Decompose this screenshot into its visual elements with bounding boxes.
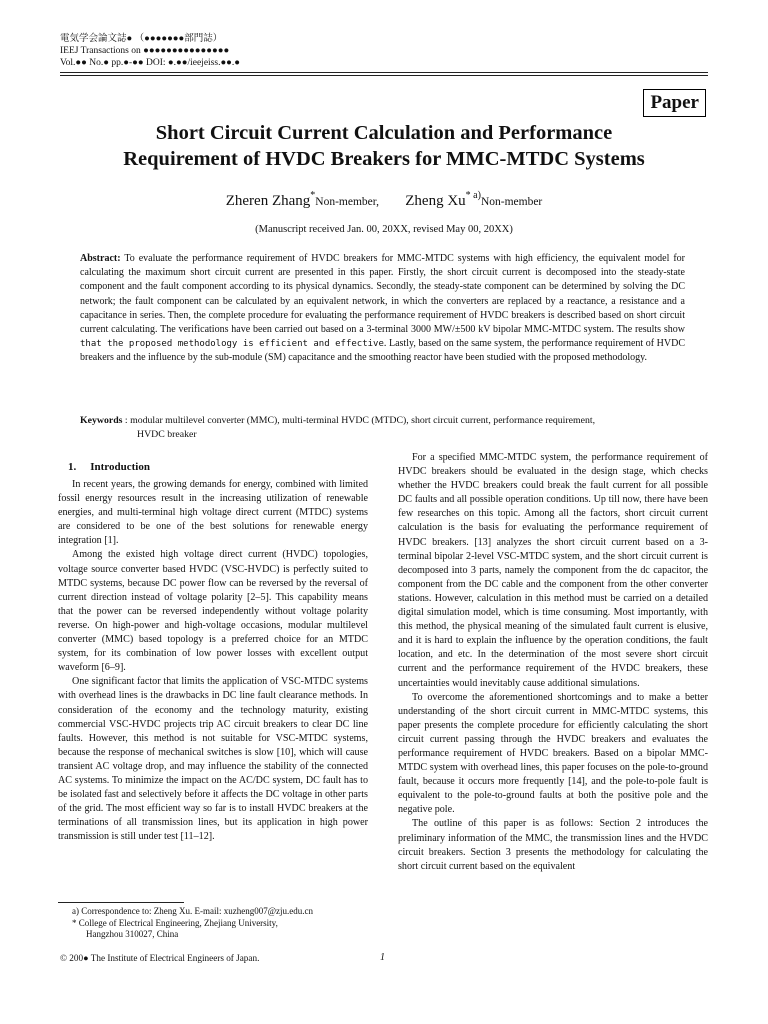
journal-name-en: IEEJ Transactions on ●●●●●●●●●●●●●●● [60,46,230,56]
footnote-affiliation: * College of Electrical Engineering, Zhejiang University, [72,917,278,928]
abstract [80,252,685,366]
footnote-correspondence: a) Correspondence to: Zheng Xu. E-mail: xuzheng007@zju.edu.cn [72,906,313,916]
right-paragraph: The outline of this paper is as follows: Section 2 introduces the preliminary information of the MMC, the transmission lines and the HVDC circuit breakers. Section 3 presents the methodology for calculating the short circuit current based on the equivalent [398,818,708,872]
page-number: 1 [380,952,385,963]
author-1-membership: Non-member, [315,196,379,208]
footnote-rule [58,902,184,903]
volume-info: Vol.●● No.● pp.●-●● DOI: ●.●●/ieejeiss.●●.● [60,58,241,68]
right-column [398,451,708,874]
author-2-mark: * a) [465,190,481,201]
journal-name-jp: 電気学会論文誌● （●●●●●●●部門誌） [60,34,223,44]
right-paragraph: For a specified MMC-MTDC system, the performance requirement of HVDC breakers should be evaluated in the design stage, which checks whether the HVDC breakers could break the fault current for all possible DC faults and all possible operation conditions. Up till now, there have been few researches on this topic. Among all the factors, short circuit current calculation is the basis for evaluating the performance requirement of HVDC breakers. [13] analyzes the short circuit current based on a 3-terminal bipolar 2-level VSC-MTDC system, and the short circuit current is decomposed into 3 parts, namely the component from the dc capacitor, the component from the DC cable and the component from the other converter stations. However, calculation in this method must be carried on a detailed digital simulation model, which is time consuming. Most importantly, with this method, the physical meaning of the simulated fault current is elusive, and it is hard to explain the influence by the operation conditions, the fault location, and etc. In the determination of the most severe short circuit current and the performance requirement of the HVDC breakers, these uncertainties would inevitably cause additional simulations. [398,452,708,689]
header-rule [60,72,708,73]
paper-type-label: Paper [643,89,706,117]
left-paragraph: One significant factor that limits the application of VSC-MTDC systems with overhead lines is the drawbacks in DC line fault clearance methods. In consideration of the economy and the technology maturity, existing commercial VSC-HVDC projects trip AC circuit breakers to clear DC line faults. However, this method is not suitable for VSC-MTDC systems, because the response of mechanical switches is slow [10], which will cause transient AC voltage drop, and may influence the stability of the connected AC systems. To minimize the impact on the AC/DC system, DC fault has to be isolated fast and selectively before it affects the DC voltage in other parts of the grid. The most efficient way so far is to install HVDC breakers at the terminations of all transmission lines, but its application in high power transmission is still under test [11–12]. [58,676,368,843]
manuscript-dates: (Manuscript received Jan. 00, 20XX, revised May 00, 20XX) [255,224,513,235]
footnote-address: Hangzhou 310027, China [86,929,179,939]
right-paragraph: To overcome the aforementioned shortcomings and to make a better understanding of the short circuit current in MMC-MTDC systems, this paper presents the complete procedure for efficiently calculating the short circuit current passing through the HVDC breakers and evaluates the performance requirement of HVDC breakers. Based on a bipolar MMC-MTDC system with overhead lines, this paper focuses on the pole-to-ground fault, because it occurs more frequently [14], and the pole-to-pole fault is equivalent to the pole-to-ground faults at both the positive pole and the negative pole. [398,691,708,816]
journal-header [60,33,240,69]
paper-title [60,120,708,172]
section-title: Introduction [90,461,150,473]
copyright-footer: © 200● The Institute of Electrical Engineers of Japan. [60,953,260,963]
left-paragraph: In recent years, the growing demands for energy, combined with limited fossil energy resources result in the increasing utilization of renewable energies, and multi-terminal high voltage direct current (MTDC) systems are considered to be one of the best solutions for renewable energy integration [1]. [58,479,368,547]
author-list [60,190,708,210]
title-line-2: Requirement of HVDC Breakers for MMC-MTDC Systems [123,148,645,170]
author-1-name: Zheren Zhang [225,193,311,209]
title-line-1: Short Circuit Current Calculation and Performance [155,122,613,144]
abstract-text-2: . Lastly, based on the same system, the performance requirement of HVDC breakers and the influence by the sub-module (SM) capacitance and the smoothing reactor have been studied with the proposed methodology. [80,338,686,364]
abstract-text-highlight: that the proposed methodology is efficient and effective [80,339,384,350]
keywords-text-cont: HVDC breaker [137,429,197,440]
footnotes [72,906,313,941]
section-number: 1. [68,461,77,473]
keywords-text: : modular multilevel converter (MMC), multi-terminal HVDC (MTDC), short circuit current, performance requirement, [124,415,596,426]
keywords [80,414,685,442]
section-heading-introduction [68,461,150,473]
author-2-name: Zheng Xu [405,193,466,209]
author-2-membership: Non-member [480,196,543,208]
keywords-label: Keywords [80,415,123,426]
left-column [58,478,368,844]
author-1-mark: * [310,190,316,201]
abstract-label: Abstract: [80,253,121,264]
left-paragraph: Among the existed high voltage direct current (HVDC) topologies, voltage source converter based HVDC (VSC-HVDC) is perfectly suited to MTDC systems, because DC power flow can be reversed by the reversal of current direction instead of voltage polarity [2–5]. This capability means that the power can be reversed independently without voltage polarity reverse. On high-power and high-voltage occasions, modular multilevel converter (MMC) based topology is a preferred choice for an MTDC system, for its combination of low power losses with excellent output waveform [6–9]. [58,549,368,674]
abstract-text-1: To evaluate the performance requirement of HVDC breakers for MMC-MTDC systems with high efficiency, the equivalent model for calculating the maximum short circuit current are presented in this paper. Firstly, the short circuit current is decomposed into the steady-state component and the fault component according to its physical dynamics. Secondly, the steady-state component can be determined by solving the DC network; the fault component can be calculated by an equivalent network, in which the converters are replaced by a reactance, a resistance and a capacitance in series. Then, the complete procedure for evaluating the performance requirement of HVDC breakers is described based on short circuit current calculating. The verifications have been carried out based on a 3-terminal 3000 MW/±500 kV bipolar MMC-MTDC system. The results show [80,253,685,336]
header-rule-secondary [60,75,708,76]
